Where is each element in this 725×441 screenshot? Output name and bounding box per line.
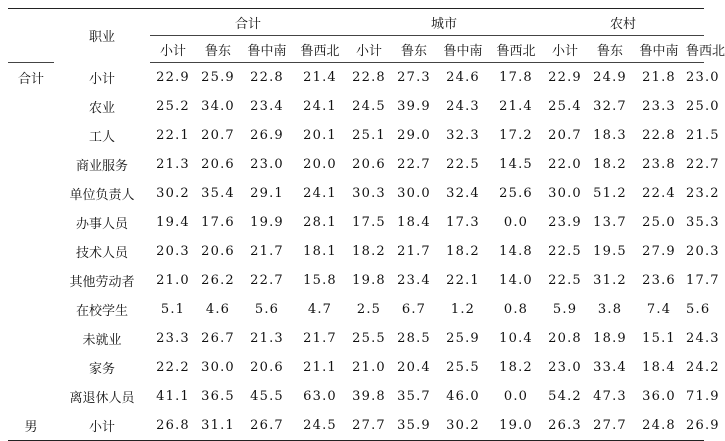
value-cell: 20.3 (156, 244, 190, 259)
table-row (8, 353, 704, 382)
subcol-header: 鲁东 (392, 36, 436, 63)
value-cell: 31.1 (196, 411, 240, 441)
value-cell: 26.3 (542, 411, 588, 441)
value-cell: 24.1 (303, 99, 337, 114)
value-cell: 7.4 (646, 302, 672, 317)
value-cell: 10.4 (499, 331, 533, 346)
occupation-cell: 小计 (54, 411, 150, 441)
value-cell: 31.2 (593, 273, 627, 288)
value-cell: 35.4 (201, 186, 235, 201)
subcol-header: 鲁东 (196, 36, 240, 63)
value-cell: 21.4 (303, 70, 337, 85)
value-cell: 15.8 (303, 273, 337, 288)
subcol-header: 鲁西北 (686, 36, 704, 63)
value-cell: 23.9 (548, 215, 582, 230)
value-cell: 28.1 (303, 215, 337, 230)
value-cell: 27.7 (588, 411, 632, 441)
value-cell: 15.1 (642, 331, 676, 346)
value-cell: 18.4 (642, 360, 676, 375)
occupation-cell: 商业服务 (75, 159, 128, 174)
subcol-header: 小计 (150, 36, 196, 63)
value-cell: 20.0 (303, 157, 337, 172)
value-cell: 27.9 (642, 244, 676, 259)
value-cell: 25.0 (642, 215, 676, 230)
value-cell: 21.0 (352, 360, 386, 375)
occupation-cell: 家务 (88, 362, 115, 377)
value-cell: 19.9 (250, 215, 284, 230)
value-cell: 30.0 (548, 186, 582, 201)
sex-cell (8, 266, 54, 295)
table-row (8, 411, 704, 441)
value-cell: 51.2 (593, 186, 627, 201)
value-cell: 22.9 (156, 70, 190, 85)
group-header-city: 城市 (346, 9, 542, 36)
value-cell: 17.5 (352, 215, 386, 230)
value-cell: 1.2 (450, 302, 476, 317)
value-cell: 36.5 (201, 389, 235, 404)
table-row (8, 295, 704, 324)
table-row (8, 208, 704, 237)
value-cell: 39.9 (397, 99, 431, 114)
value-cell: 30.0 (201, 360, 235, 375)
value-cell: 19.4 (156, 215, 190, 230)
value-cell: 23.4 (397, 273, 431, 288)
value-cell: 0.0 (503, 215, 529, 230)
value-cell: 21.7 (397, 244, 431, 259)
value-cell: 18.3 (593, 128, 627, 143)
data-table (8, 8, 725, 441)
value-cell: 35.3 (686, 215, 720, 230)
sex-cell (8, 353, 54, 382)
value-cell: 21.8 (642, 70, 676, 85)
value-cell: 22.5 (548, 273, 582, 288)
table-row (8, 324, 704, 353)
sex-cell (8, 295, 54, 324)
value-cell: 0.8 (503, 302, 529, 317)
subcol-header: 鲁西北 (490, 36, 542, 63)
value-cell: 26.7 (201, 331, 235, 346)
subcol-header: 鲁西北 (294, 36, 346, 63)
occupation-cell: 工人 (88, 130, 115, 145)
value-cell: 25.2 (156, 99, 190, 114)
value-cell: 18.2 (352, 244, 386, 259)
value-cell: 18.2 (593, 157, 627, 172)
value-cell: 14.0 (499, 273, 533, 288)
table-row (8, 266, 704, 295)
value-cell: 27.7 (346, 411, 392, 441)
occupation-header: 职业 (54, 9, 150, 63)
value-cell: 23.0 (686, 70, 720, 85)
value-cell: 24.1 (303, 186, 337, 201)
value-cell: 24.6 (446, 70, 480, 85)
value-cell: 19.5 (593, 244, 627, 259)
value-cell: 23.3 (642, 99, 676, 114)
value-cell: 21.3 (156, 157, 190, 172)
value-cell: 13.7 (593, 215, 627, 230)
subcol-header: 小计 (542, 36, 588, 63)
sex-cell (8, 208, 54, 237)
value-cell: 26.9 (686, 411, 704, 441)
value-cell: 18.9 (593, 331, 627, 346)
subcol-header: 鲁东 (588, 36, 632, 63)
occupation-cell: 未就业 (82, 333, 122, 348)
sex-cell: 合计 (17, 72, 44, 87)
subcol-header: 鲁中南 (240, 36, 294, 63)
value-cell: 5.1 (160, 302, 186, 317)
value-cell: 20.8 (548, 331, 582, 346)
value-cell: 22.5 (548, 244, 582, 259)
value-cell: 25.5 (446, 360, 480, 375)
value-cell: 27.3 (397, 70, 431, 85)
value-cell: 20.6 (201, 244, 235, 259)
value-cell: 17.6 (201, 215, 235, 230)
value-cell: 19.8 (352, 273, 386, 288)
value-cell: 47.3 (593, 389, 627, 404)
value-cell: 20.6 (201, 157, 235, 172)
value-cell: 4.6 (205, 302, 231, 317)
value-cell: 21.0 (156, 273, 190, 288)
value-cell: 14.5 (499, 157, 533, 172)
value-cell: 21.4 (499, 99, 533, 114)
value-cell: 18.2 (446, 244, 480, 259)
value-cell: 28.5 (397, 331, 431, 346)
value-cell: 23.2 (686, 186, 720, 201)
subcol-header: 小计 (346, 36, 392, 63)
value-cell: 18.1 (303, 244, 337, 259)
header-row-groups (8, 9, 704, 36)
sex-cell (8, 179, 54, 208)
value-cell: 24.8 (632, 411, 686, 441)
value-cell: 22.8 (352, 70, 386, 85)
value-cell: 30.2 (436, 411, 490, 441)
value-cell: 6.7 (401, 302, 427, 317)
value-cell: 26.2 (201, 273, 235, 288)
value-cell: 23.3 (156, 331, 190, 346)
value-cell: 20.3 (686, 244, 720, 259)
sex-cell (8, 150, 54, 179)
value-cell: 23.0 (548, 360, 582, 375)
value-cell: 33.4 (593, 360, 627, 375)
group-header-rural: 农村 (542, 9, 704, 36)
value-cell: 23.6 (642, 273, 676, 288)
value-cell: 23.0 (250, 157, 284, 172)
table-row (8, 179, 704, 208)
value-cell: 25.0 (686, 99, 720, 114)
subcol-header: 鲁中南 (632, 36, 686, 63)
value-cell: 63.0 (303, 389, 337, 404)
table-row (8, 63, 704, 93)
value-cell: 30.2 (156, 186, 190, 201)
value-cell: 46.0 (446, 389, 480, 404)
value-cell: 32.3 (446, 128, 480, 143)
value-cell: 23.4 (250, 99, 284, 114)
value-cell: 22.8 (250, 70, 284, 85)
value-cell: 36.0 (642, 389, 676, 404)
value-cell: 24.9 (593, 70, 627, 85)
value-cell: 54.2 (548, 389, 582, 404)
value-cell: 20.4 (397, 360, 431, 375)
value-cell: 20.7 (548, 128, 582, 143)
occupation-cell: 农业 (88, 101, 115, 116)
value-cell: 22.1 (156, 128, 190, 143)
occupation-cell: 技术人员 (75, 246, 128, 261)
value-cell: 18.4 (397, 215, 431, 230)
value-cell: 3.8 (597, 302, 623, 317)
value-cell: 22.2 (156, 360, 190, 375)
occupation-cell: 其他劳动者 (69, 275, 135, 290)
value-cell: 30.3 (352, 186, 386, 201)
value-cell: 17.3 (446, 215, 480, 230)
value-cell: 20.6 (352, 157, 386, 172)
value-cell: 26.8 (150, 411, 196, 441)
value-cell: 29.0 (397, 128, 431, 143)
sex-cell (8, 382, 54, 411)
group-header-total: 合计 (150, 9, 346, 36)
value-cell: 5.6 (686, 302, 711, 317)
value-cell: 4.7 (307, 302, 333, 317)
value-cell: 32.7 (593, 99, 627, 114)
value-cell: 32.4 (446, 186, 480, 201)
table-row (8, 121, 704, 150)
table-row (8, 150, 704, 179)
value-cell: 21.7 (303, 331, 337, 346)
value-cell: 34.0 (201, 99, 235, 114)
value-cell: 24.5 (294, 411, 346, 441)
value-cell: 24.5 (352, 99, 386, 114)
table-row (8, 237, 704, 266)
value-cell: 2.5 (356, 302, 382, 317)
corner-cell (8, 9, 54, 36)
sex-cell (8, 121, 54, 150)
value-cell: 21.3 (250, 331, 284, 346)
value-cell: 24.3 (446, 99, 480, 114)
value-cell: 20.1 (303, 128, 337, 143)
value-cell: 45.5 (250, 389, 284, 404)
subcol-header: 鲁中南 (436, 36, 490, 63)
occupation-cell: 单位负责人 (69, 188, 135, 203)
value-cell: 22.8 (642, 128, 676, 143)
value-cell: 22.7 (397, 157, 431, 172)
table-body (8, 63, 720, 441)
value-cell: 21.1 (303, 360, 337, 375)
value-cell: 22.1 (446, 273, 480, 288)
value-cell: 5.9 (552, 302, 578, 317)
value-cell: 18.2 (499, 360, 533, 375)
value-cell: 17.8 (499, 70, 533, 85)
value-cell: 26.7 (240, 411, 294, 441)
value-cell: 22.0 (548, 157, 582, 172)
value-cell: 20.6 (250, 360, 284, 375)
value-cell: 22.4 (642, 186, 676, 201)
value-cell: 30.0 (397, 186, 431, 201)
table-row (8, 382, 704, 411)
sex-cell (8, 324, 54, 353)
value-cell: 25.1 (352, 128, 386, 143)
value-cell: 19.0 (490, 411, 542, 441)
value-cell: 25.9 (446, 331, 480, 346)
value-cell: 24.2 (686, 360, 720, 375)
value-cell: 21.7 (250, 244, 284, 259)
value-cell: 71.9 (686, 389, 720, 404)
sex-cell: 男 (8, 411, 54, 441)
occupation-cell: 办事人员 (75, 217, 128, 232)
value-cell: 35.9 (392, 411, 436, 441)
value-cell: 25.6 (499, 186, 533, 201)
value-cell: 0.0 (503, 389, 529, 404)
value-cell: 24.3 (686, 331, 720, 346)
occupation-cell: 离退休人员 (69, 391, 135, 406)
value-cell: 22.7 (250, 273, 284, 288)
value-cell: 41.1 (156, 389, 190, 404)
occupation-cell: 在校学生 (75, 304, 128, 319)
value-cell: 23.8 (642, 157, 676, 172)
value-cell: 14.8 (499, 244, 533, 259)
value-cell: 39.8 (352, 389, 386, 404)
value-cell: 22.7 (686, 157, 720, 172)
value-cell: 25.5 (352, 331, 386, 346)
value-cell: 21.5 (686, 128, 720, 143)
value-cell: 22.5 (446, 157, 480, 172)
corner-cell-2 (8, 36, 54, 63)
value-cell: 29.1 (250, 186, 284, 201)
value-cell: 35.7 (397, 389, 431, 404)
value-cell: 5.6 (254, 302, 280, 317)
sex-cell (8, 92, 54, 121)
value-cell: 17.2 (499, 128, 533, 143)
value-cell: 20.7 (201, 128, 235, 143)
value-cell: 25.9 (201, 70, 235, 85)
value-cell: 26.9 (250, 128, 284, 143)
occupation-cell: 小计 (88, 71, 115, 87)
table-row (8, 92, 704, 121)
value-cell: 17.7 (686, 273, 720, 288)
value-cell: 25.4 (548, 99, 582, 114)
sex-cell (8, 237, 54, 266)
value-cell: 22.9 (548, 70, 582, 85)
